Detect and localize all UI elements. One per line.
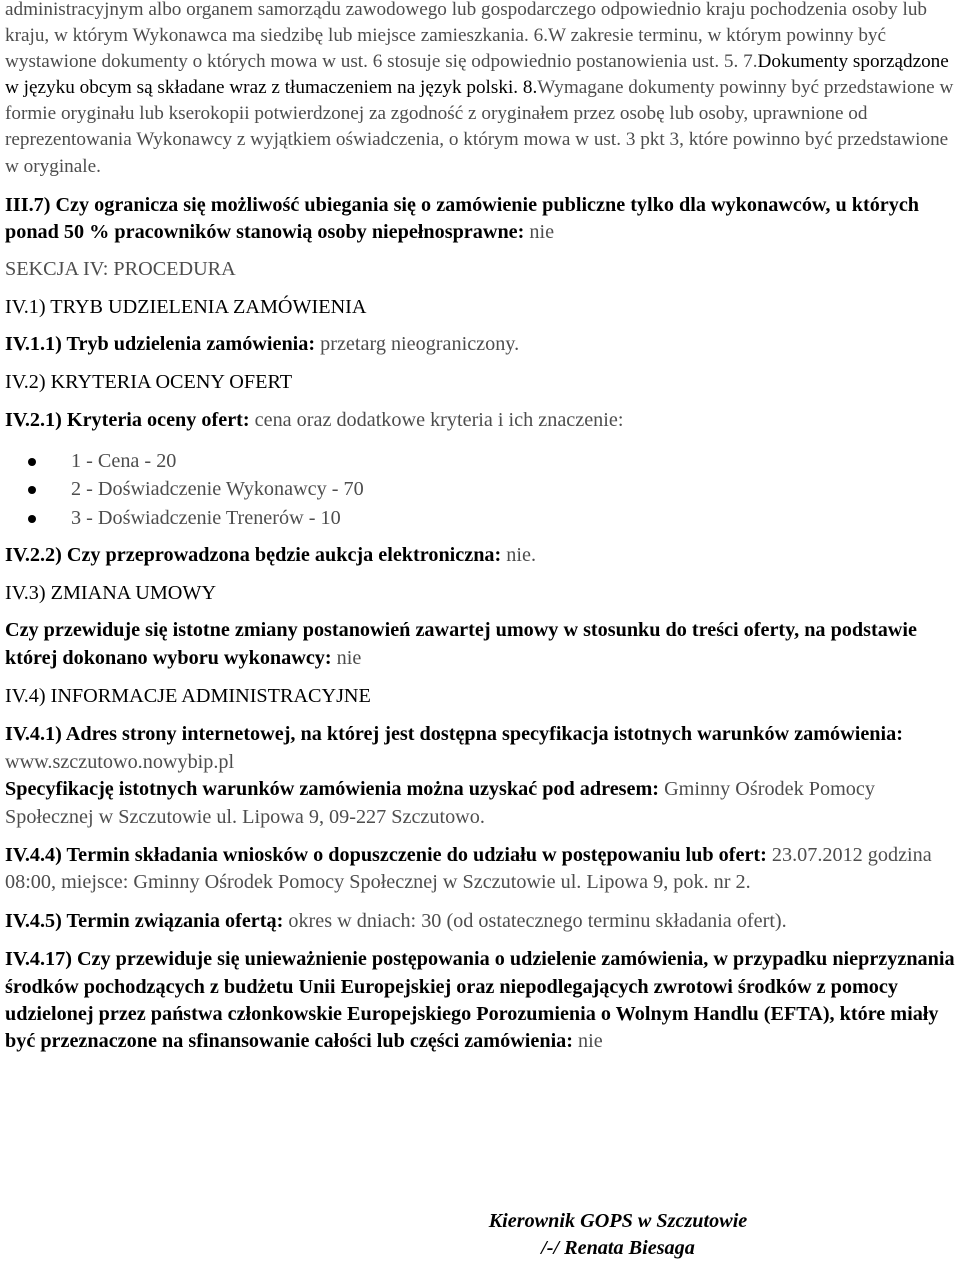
iv45-line	[5, 908, 956, 935]
iv41b-line	[5, 776, 956, 831]
iv22-label: IV.2.2) Czy przeprowadzona będzie aukcja elektroniczna:	[5, 544, 502, 567]
criteria-item-text: 2 - Doświadczenie Wykonawcy - 70	[71, 478, 364, 501]
criteria-list	[5, 447, 956, 533]
iv22-line	[5, 542, 956, 569]
criteria-item	[28, 475, 956, 504]
iv3-value: nie	[331, 646, 362, 669]
iv45-value: okres w dniach: 30 (od ostatecznego terminu składania ofert).	[283, 909, 787, 932]
iv3-title: IV.3) ZMIANA UMOWY	[5, 581, 217, 604]
iv21-line	[5, 407, 956, 434]
section-iii7-value: nie	[524, 221, 555, 244]
iv44-value: 23.07.2012 godzina 08:00, miejsce: Gminny Ośrodek Pomocy Społecznej w Szczutowie ul. Lipowa 9, pok. nr 2.	[5, 843, 932, 894]
bullet-icon	[28, 486, 36, 494]
section-iii7-label: III.7) Czy ogranicza się możliwość ubiegania się o zamówienie publiczne tylko dla wykonawców, u których ponad 50 % pracowników stanowią osoby niepełnosprawne:	[5, 193, 920, 244]
iv11-value: przetarg nieograniczony.	[315, 333, 520, 356]
iv41-label: IV.4.1) Adres strony internetowej, na której jest dostępna specyfikacja istotnych warunków zamówienia:	[5, 723, 903, 746]
iv44-label: IV.4.4) Termin składania wniosków o dopuszczenie do udziału w postępowaniu lub ofert:	[5, 843, 767, 866]
iv1-title: IV.1) TRYB UDZIELENIA ZAMÓWIENIA	[5, 295, 367, 318]
signature-title: Kierownik GOPS w Szczutowie	[488, 1210, 748, 1232]
iv22-value: nie.	[501, 544, 537, 567]
intro-text-c: Wymagane dokumenty powinny być przedstawione w formie oryginału lub kserokopii potwierdzonej za zgodność z oryginałem przez osobę lub osoby, uprawnione od reprezentowania Wykonawcy z wyjątkiem oświadczenia, o którym mowa w ust. 3 pkt 3, które powinno być przedstawione w oryginale.	[5, 77, 954, 177]
signature-name: /-/ Renata Biesaga	[541, 1237, 695, 1260]
bullet-icon	[28, 515, 36, 523]
iv417-value: nie	[573, 1030, 603, 1053]
section-iii7	[5, 192, 956, 247]
intro-text-a: administracyjnym albo organem samorządu zawodowego lub gospodarczego odpowiednio kraju pochodzenia osoby lub kraju, w którym Wykonawca ma siedzibę lub miejsce zamieszkania. 6.W zakresie terminu, w którym powinny być wystawione dokumenty o których mowa w ust. 6 stosuje się odpowiednio postanowienia ust. 5. 7.	[5, 0, 928, 73]
section-iv-title: SEKCJA IV: PROCEDURA	[5, 258, 236, 281]
intro-paragraph	[5, 0, 956, 180]
iv41-line	[5, 721, 956, 776]
criteria-item	[28, 504, 956, 533]
iv41b-label: Specyfikację istotnych warunków zamówienia można uzyskać pod adresem:	[5, 778, 660, 801]
intro-text-b: Dokumenty sporządzone w języku obcym są składane wraz z tłumaczeniem na język polski. 8.	[5, 51, 949, 99]
iv41b-value: Gminny Ośrodek Pomocy Społecznej w Szczutowie ul. Lipowa 9, 09-227 Szczutowo.	[5, 778, 875, 828]
iv41-value: www.szczutowo.nowybip.pl	[5, 750, 235, 773]
iv4-title: IV.4) INFORMACJE ADMINISTRACYJNE	[5, 684, 371, 707]
iv2-title: IV.2) KRYTERIA OCENY OFERT	[5, 370, 293, 393]
iv44-line	[5, 842, 956, 897]
iv45-label: IV.4.5) Termin związania ofertą:	[5, 909, 284, 932]
criteria-item	[28, 447, 956, 476]
iv21-label: IV.2.1) Kryteria oceny ofert:	[5, 409, 250, 432]
iv3-label: Czy przewiduje się istotne zmiany postanowień zawartej umowy w stosunku do treści oferty, na podstawie której dokonano wyboru wykonawcy:	[5, 619, 917, 669]
iv11-line	[5, 331, 956, 358]
iv21-value: cena oraz dodatkowe kryteria i ich znaczenie:	[249, 409, 624, 432]
signature-block	[428, 1208, 808, 1263]
bullet-icon	[28, 458, 36, 466]
iv11-label: IV.1.1) Tryb udzielenia zamówienia:	[5, 333, 316, 356]
criteria-item-text: 1 - Cena - 20	[71, 449, 177, 472]
iv3-line	[5, 617, 956, 672]
criteria-item-text: 3 - Doświadczenie Trenerów - 10	[71, 506, 341, 529]
iv417-line	[5, 946, 956, 1056]
iv417-label: IV.4.17) Czy przewiduje się unieważnienie postępowania o udzielenie zamówienia, w przypadku nieprzyznania środków pochodzących z budżetu Unii Europejskiej oraz niepodlegających zwrotowi środków z pomocy udzielonej przez państwa członkowskie Europejskiego Porozumienia o Wolnym Handlu (EFTA), które miały być przeznaczone na sfinansowanie całości lub części zamówienia:	[5, 948, 955, 1053]
